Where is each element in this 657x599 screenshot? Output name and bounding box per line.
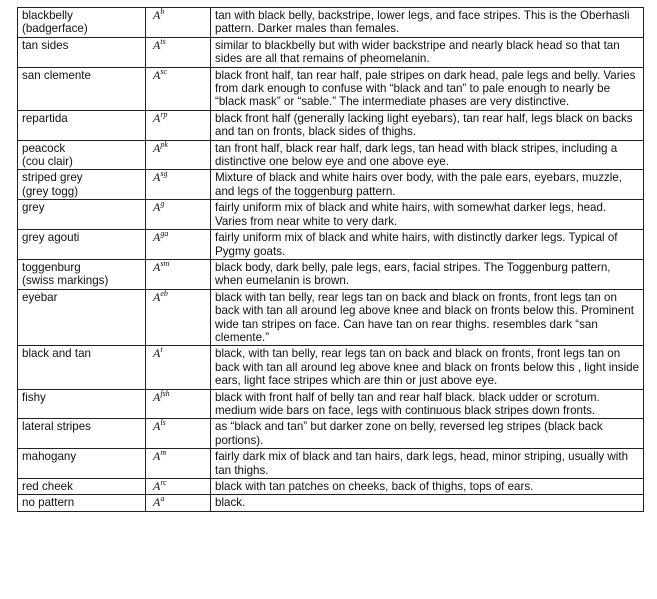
allele-superscript: pk: [160, 140, 168, 149]
allele-base: A: [153, 495, 161, 510]
allele-symbol: [153, 290, 168, 304]
allele-symbol: [153, 170, 167, 184]
allele-symbol-cell: [146, 170, 211, 200]
allele-symbol-cell: [146, 140, 211, 170]
allele-superscript: sg: [160, 169, 168, 179]
allele-base: A: [153, 200, 161, 215]
table-row: [18, 419, 644, 449]
pattern-description: Mixture of black and white hairs over body, with the pale ears, eyebars, muzzle, and legs of the toggenburg pattern.: [211, 170, 644, 200]
allele-base: A: [153, 289, 161, 304]
allele-symbol: [153, 479, 167, 493]
allele-symbol: [153, 419, 166, 433]
pattern-name: blackbelly: [22, 9, 73, 22]
pattern-name: black and tan: [22, 347, 91, 361]
pattern-name: repartida: [22, 111, 68, 125]
pattern-name-cell: [18, 389, 146, 419]
allele-superscript: g: [160, 199, 165, 209]
pattern-name: striped grey: [22, 171, 83, 185]
table-row: [18, 389, 644, 419]
table-row: [18, 230, 644, 260]
allele-superscript: rp: [160, 110, 168, 119]
pattern-name-cell: [18, 200, 146, 230]
pattern-name-cell: [18, 8, 146, 38]
allele-base: A: [153, 230, 161, 245]
pattern-description: tan front half, black rear half, dark legs, tan head with black stripes, including a distinctive one below eye and one above eye.: [211, 140, 644, 170]
allele-superscript: ga: [160, 229, 169, 239]
allele-base: A: [153, 140, 161, 155]
pattern-name-cell: [18, 419, 146, 449]
pattern-name-cell: [18, 170, 146, 200]
allele-symbol-cell: [146, 37, 211, 67]
table-body: [18, 8, 644, 512]
pattern-description: fairly uniform mix of black and white hairs, with distinctly darker legs. Typical of Pygmy goats.: [211, 230, 644, 260]
allele-symbol-cell: [146, 289, 211, 346]
table-row: [18, 259, 644, 289]
allele-symbol: [153, 8, 164, 22]
allele-base: A: [153, 389, 161, 404]
pattern-name-cell: [18, 449, 146, 479]
pattern-name: peacock: [22, 141, 66, 155]
pattern-name: grey agouti: [22, 231, 80, 245]
allele-base: A: [153, 449, 161, 464]
allele-superscript: t: [160, 345, 163, 355]
table-row: [18, 449, 644, 479]
pattern-name-cell: [18, 230, 146, 260]
pattern-name-cell: [18, 110, 146, 140]
table-row: [18, 37, 644, 67]
pattern-name-cell: [18, 37, 146, 67]
allele-base: A: [153, 479, 161, 493]
allele-base: A: [153, 37, 161, 52]
table-row: [18, 479, 644, 495]
allele-symbol-cell: [146, 230, 211, 260]
allele-superscript: sc: [160, 67, 168, 76]
pattern-description: similar to blackbelly but with wider backstripe and nearly black head so that tan sides are all that remains of pheomelanin.: [211, 37, 644, 67]
pattern-description: as “black and tan” but darker zone on belly, reversed leg stripes (black back portions).: [211, 419, 644, 449]
allele-superscript: fsh: [160, 389, 170, 398]
allele-symbol-cell: [146, 479, 211, 495]
allele-symbol: [153, 346, 163, 360]
allele-symbol-cell: [146, 495, 211, 511]
table-row: [18, 8, 644, 38]
pattern-name: tan sides: [22, 38, 69, 52]
allele-superscript: m: [160, 448, 167, 458]
table-row: [18, 200, 644, 230]
allele-symbol: [153, 230, 168, 244]
pattern-name: (badgerface): [22, 22, 88, 36]
pattern-name-cell: [18, 346, 146, 389]
allele-symbol: [153, 38, 166, 52]
allele-symbol-cell: [146, 67, 211, 110]
allele-symbol-cell: [146, 419, 211, 449]
allele-symbol: [153, 141, 168, 155]
pattern-name: grey: [22, 201, 45, 215]
allele-symbol: [153, 449, 166, 463]
allele-superscript: ls: [160, 418, 166, 428]
allele-symbol-cell: [146, 449, 211, 479]
pattern-description: black with tan patches on cheeks, back of thighs, tops of ears.: [211, 479, 644, 495]
pattern-name: (swiss markings): [22, 274, 109, 288]
pattern-name-cell: [18, 67, 146, 110]
pattern-description: black.: [211, 495, 644, 511]
allele-symbol-cell: [146, 200, 211, 230]
table-row: [18, 495, 644, 511]
pattern-name: san clemente: [22, 68, 91, 82]
pattern-description: black, with tan belly, rear legs tan on back and black on fronts, front legs tan on back with tan all around leg above knee and black on fronts below this , light inside ears, light face stripes which are thin or just above eye.: [211, 346, 644, 389]
allele-symbol: [153, 260, 169, 274]
pattern-name-cell: [18, 140, 146, 170]
pattern-name: red cheek: [22, 480, 73, 493]
allele-symbol-cell: [146, 110, 211, 140]
allele-symbol: [153, 495, 164, 509]
allele-base: A: [153, 259, 161, 274]
allele-superscript: ts: [160, 37, 166, 46]
allele-symbol: [153, 200, 164, 214]
goat-pattern-table: [17, 7, 644, 512]
allele-symbol: [153, 111, 167, 125]
pattern-name-cell: [18, 259, 146, 289]
table-row: [18, 346, 644, 389]
pattern-name: mahogany: [22, 450, 77, 464]
table-row: [18, 170, 644, 200]
allele-superscript: rc: [160, 478, 167, 487]
allele-symbol-cell: [146, 346, 211, 389]
allele-base: A: [153, 67, 161, 82]
pattern-description: black with front half of belly tan and rear half black. black udder or scrotum. medium wide bars on face, legs with continuous black stripes down fronts.: [211, 389, 644, 419]
allele-symbol-cell: [146, 389, 211, 419]
allele-base: A: [153, 170, 161, 185]
pattern-description: black body, dark belly, pale legs, ears, facial stripes. The Toggenburg pattern, when eumelanin is brown.: [211, 259, 644, 289]
allele-base: A: [153, 110, 161, 125]
allele-base: A: [153, 419, 161, 434]
pattern-name: toggenburg: [22, 260, 81, 274]
allele-symbol-cell: [146, 259, 211, 289]
allele-base: A: [153, 8, 161, 22]
allele-superscript: sm: [160, 259, 170, 268]
pattern-description: tan with black belly, backstripe, lower legs, and face stripes. This is the Oberhasli pattern. Darker males than females.: [211, 8, 644, 38]
pattern-description: black front half (generally lacking light eyebars), tan rear half, legs black on backs and tan on fronts, black sides of thighs.: [211, 110, 644, 140]
pattern-name: (grey togg): [22, 184, 79, 198]
allele-symbol-cell: [146, 8, 211, 38]
pattern-description: fairly dark mix of black and tan hairs, dark legs, head, minor striping, usually with tan thighs.: [211, 449, 644, 479]
table-row: [18, 67, 644, 110]
allele-superscript: b: [160, 7, 165, 16]
table-row: [18, 110, 644, 140]
pattern-name: (cou clair): [22, 155, 73, 169]
allele-superscript: eb: [160, 289, 168, 298]
pattern-name-cell: [18, 289, 146, 346]
allele-superscript: a: [160, 494, 165, 504]
pattern-description: black with tan belly, rear legs tan on back and black on fronts, front legs tan on back with tan all around leg above knee and black on fronts below this. Prominent wide tan stripes on face. Can have tan on rear thighs. resembles dark “san clemente.”: [211, 289, 644, 346]
allele-symbol: [153, 390, 170, 404]
allele-symbol: [153, 68, 167, 82]
pattern-description: black front half, tan rear half, pale stripes on dark head, pale legs and belly. Varies from dark enough to confuse with “black and tan” to pale enough to nearly be “black mask” or “sable.” The intermediate phases are very distinctive.: [211, 67, 644, 110]
pattern-name: no pattern: [22, 496, 75, 510]
pattern-name: lateral stripes: [22, 420, 91, 434]
pattern-name-cell: [18, 479, 146, 495]
pattern-name-cell: [18, 495, 146, 511]
table-row: [18, 289, 644, 346]
allele-base: A: [153, 346, 161, 361]
table-row: [18, 140, 644, 170]
pattern-name: fishy: [22, 390, 46, 404]
pattern-description: fairly uniform mix of black and white hairs, with somewhat darker legs, head. Varies from near white to very dark.: [211, 200, 644, 230]
pattern-name: eyebar: [22, 290, 58, 304]
